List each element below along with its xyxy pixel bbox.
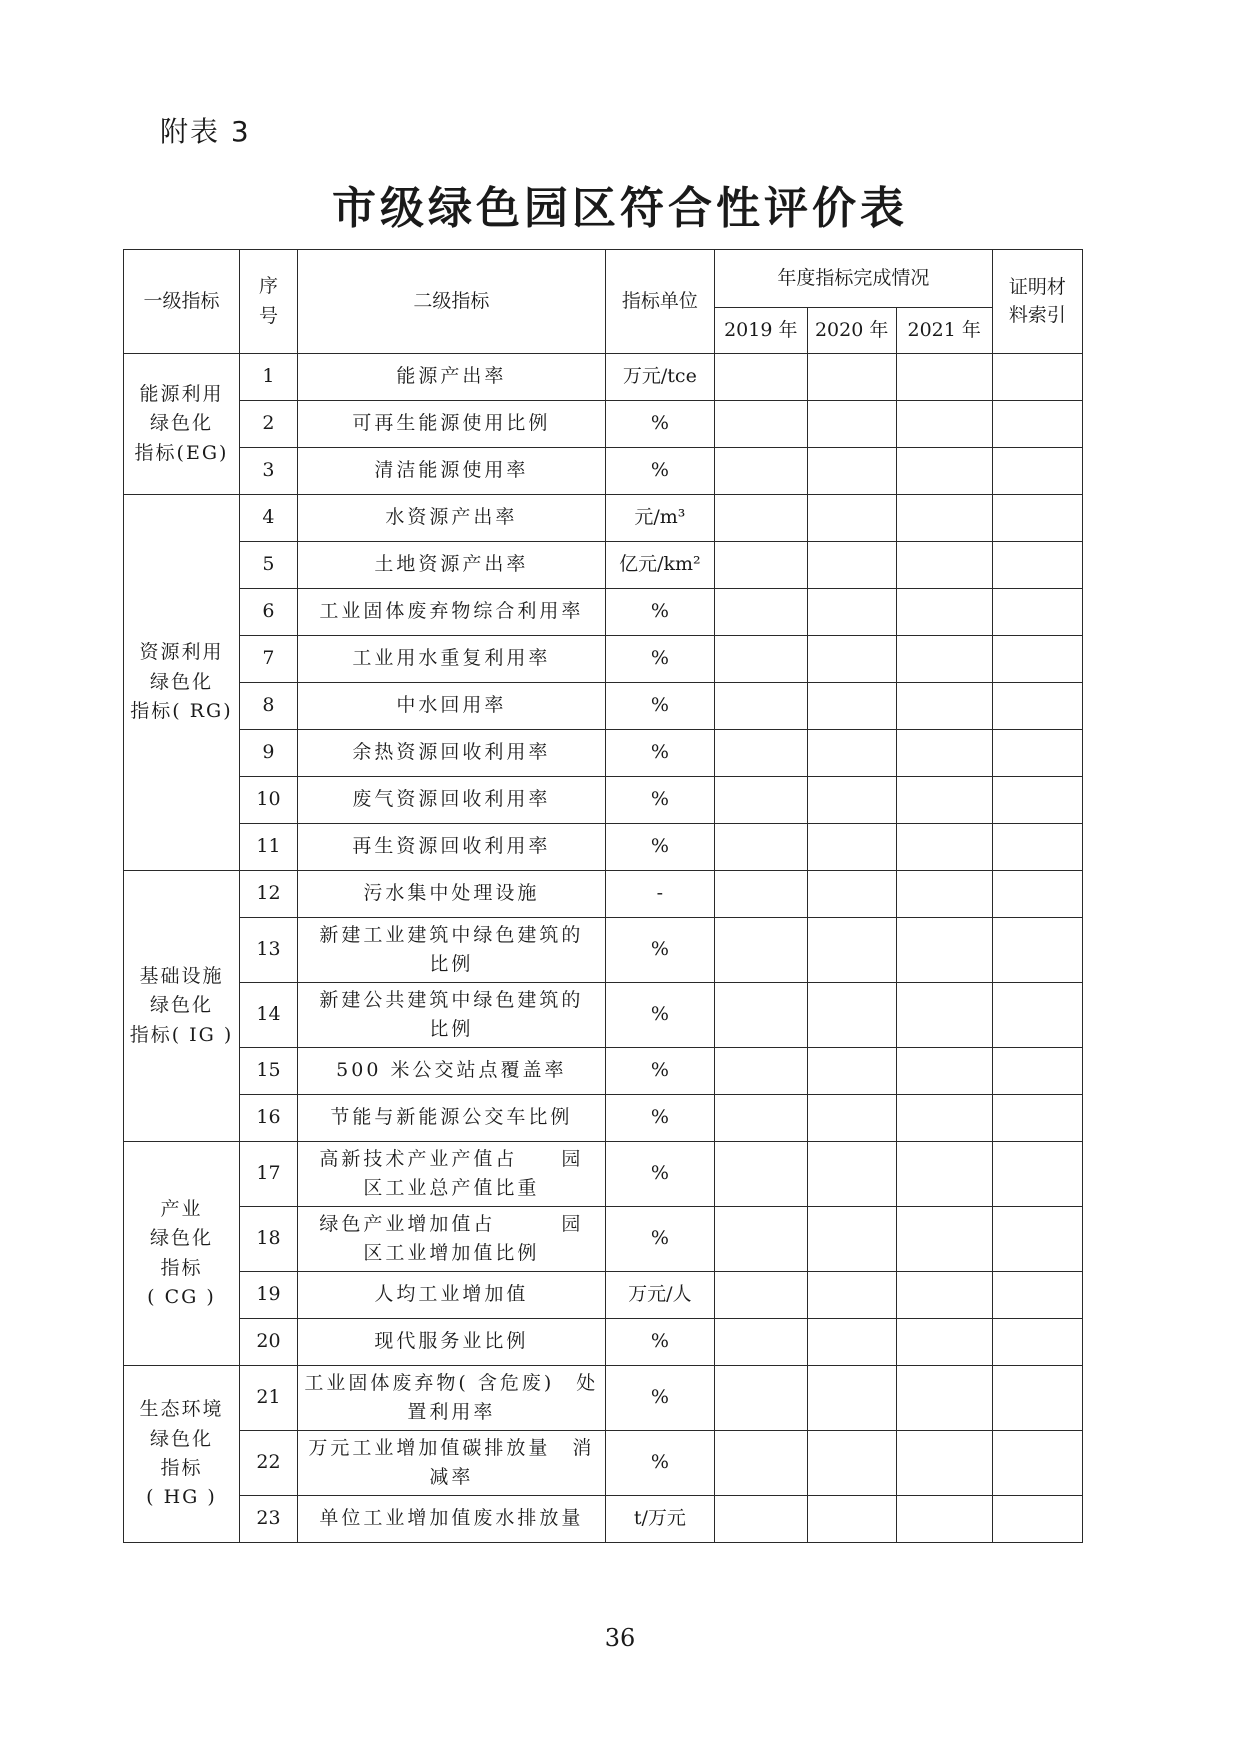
unit-cell: % bbox=[605, 1095, 714, 1142]
seq-cell: 11 bbox=[239, 824, 297, 871]
header-year-2019: 2019 年 bbox=[715, 308, 808, 354]
evidence-cell bbox=[992, 495, 1082, 542]
seq-cell: 22 bbox=[239, 1431, 297, 1496]
year-2019-cell bbox=[715, 1366, 808, 1431]
year-2020-cell bbox=[807, 354, 896, 401]
table-row bbox=[124, 542, 1083, 589]
indicator-cell: 工业固体废弃物( 含危废) 处 置利用率 bbox=[297, 1366, 605, 1431]
year-2021-cell bbox=[896, 683, 992, 730]
unit-cell: 亿元/km² bbox=[605, 542, 714, 589]
unit-cell: % bbox=[605, 1142, 714, 1207]
year-2021-cell bbox=[896, 589, 992, 636]
evidence-cell bbox=[992, 824, 1082, 871]
year-2021-cell bbox=[896, 1207, 992, 1272]
year-2019-cell bbox=[715, 495, 808, 542]
year-2019-cell bbox=[715, 1431, 808, 1496]
seq-cell: 3 bbox=[239, 448, 297, 495]
table-row bbox=[124, 918, 1083, 983]
year-2019-cell bbox=[715, 636, 808, 683]
evidence-cell bbox=[992, 354, 1082, 401]
indicator-cell: 现代服务业比例 bbox=[297, 1319, 605, 1366]
unit-cell: % bbox=[605, 683, 714, 730]
year-2020-cell bbox=[807, 448, 896, 495]
indicator-cell: 余热资源回收利用率 bbox=[297, 730, 605, 777]
seq-cell: 7 bbox=[239, 636, 297, 683]
seq-cell: 9 bbox=[239, 730, 297, 777]
page-title: 市级绿色园区符合性评价表 bbox=[332, 183, 908, 234]
year-2020-cell bbox=[807, 1431, 896, 1496]
indicator-cell: 废气资源回收利用率 bbox=[297, 777, 605, 824]
page-number: 36 bbox=[604, 1624, 636, 1652]
year-2021-cell bbox=[896, 1142, 992, 1207]
year-2020-cell bbox=[807, 1272, 896, 1319]
seq-cell: 10 bbox=[239, 777, 297, 824]
seq-cell: 20 bbox=[239, 1319, 297, 1366]
year-2019-cell bbox=[715, 1142, 808, 1207]
year-2020-cell bbox=[807, 401, 896, 448]
indicator-cell: 工业用水重复利用率 bbox=[297, 636, 605, 683]
unit-cell: % bbox=[605, 1207, 714, 1272]
unit-cell: % bbox=[605, 918, 714, 983]
year-2021-cell bbox=[896, 824, 992, 871]
seq-cell: 8 bbox=[239, 683, 297, 730]
year-2019-cell bbox=[715, 824, 808, 871]
evidence-cell bbox=[992, 448, 1082, 495]
year-2021-cell bbox=[896, 1431, 992, 1496]
year-2021-cell bbox=[896, 983, 992, 1048]
indicator-cell: 再生资源回收利用率 bbox=[297, 824, 605, 871]
year-2020-cell bbox=[807, 777, 896, 824]
indicator-cell: 工业固体废弃物综合利用率 bbox=[297, 589, 605, 636]
evidence-cell bbox=[992, 683, 1082, 730]
table-row bbox=[124, 401, 1083, 448]
table-row bbox=[124, 824, 1083, 871]
evidence-cell bbox=[992, 777, 1082, 824]
indicator-cell: 水资源产出率 bbox=[297, 495, 605, 542]
year-2021-cell bbox=[896, 354, 992, 401]
seq-cell: 23 bbox=[239, 1496, 297, 1543]
table-row bbox=[124, 730, 1083, 777]
year-2019-cell bbox=[715, 448, 808, 495]
seq-cell: 4 bbox=[239, 495, 297, 542]
table-row bbox=[124, 683, 1083, 730]
table-row bbox=[124, 1319, 1083, 1366]
category-cell: 基础设施 绿色化 指标( IG ) bbox=[124, 871, 240, 1142]
table-body bbox=[124, 354, 1083, 1543]
seq-cell: 19 bbox=[239, 1272, 297, 1319]
seq-cell: 13 bbox=[239, 918, 297, 983]
year-2020-cell bbox=[807, 1496, 896, 1543]
table-row bbox=[124, 1048, 1083, 1095]
unit-cell: % bbox=[605, 777, 714, 824]
header-year-2020: 2020 年 bbox=[807, 308, 896, 354]
year-2019-cell bbox=[715, 683, 808, 730]
year-2020-cell bbox=[807, 1207, 896, 1272]
year-2020-cell bbox=[807, 1319, 896, 1366]
year-2021-cell bbox=[896, 1095, 992, 1142]
evidence-cell bbox=[992, 918, 1082, 983]
unit-cell: 万元/人 bbox=[605, 1272, 714, 1319]
unit-cell: % bbox=[605, 401, 714, 448]
year-2019-cell bbox=[715, 1272, 808, 1319]
year-2019-cell bbox=[715, 1095, 808, 1142]
table-row bbox=[124, 1207, 1083, 1272]
category-cell: 产业 绿色化 指标 ( CG ) bbox=[124, 1142, 240, 1366]
unit-cell: % bbox=[605, 824, 714, 871]
evidence-cell bbox=[992, 730, 1082, 777]
seq-cell: 5 bbox=[239, 542, 297, 589]
year-2019-cell bbox=[715, 1048, 808, 1095]
header-annual: 年度指标完成情况 bbox=[715, 250, 993, 308]
category-cell: 能源利用 绿色化 指标(EG) bbox=[124, 354, 240, 495]
year-2019-cell bbox=[715, 983, 808, 1048]
indicator-cell: 500 米公交站点覆盖率 bbox=[297, 1048, 605, 1095]
category-cell: 生态环境 绿色化 指标 ( HG ) bbox=[124, 1366, 240, 1543]
table-row bbox=[124, 1142, 1083, 1207]
header-level1: 一级指标 bbox=[124, 250, 240, 354]
seq-cell: 1 bbox=[239, 354, 297, 401]
evidence-cell bbox=[992, 1496, 1082, 1543]
unit-cell: % bbox=[605, 636, 714, 683]
year-2020-cell bbox=[807, 542, 896, 589]
header-seq bbox=[239, 250, 297, 354]
indicator-cell: 可再生能源使用比例 bbox=[297, 401, 605, 448]
seq-cell: 2 bbox=[239, 401, 297, 448]
indicator-cell: 节能与新能源公交车比例 bbox=[297, 1095, 605, 1142]
year-2019-cell bbox=[715, 354, 808, 401]
table-row bbox=[124, 777, 1083, 824]
table-row bbox=[124, 636, 1083, 683]
annex-label: 附表 3 bbox=[160, 115, 251, 148]
year-2021-cell bbox=[896, 1048, 992, 1095]
year-2020-cell bbox=[807, 1048, 896, 1095]
indicator-cell: 清洁能源使用率 bbox=[297, 448, 605, 495]
indicator-cell: 土地资源产出率 bbox=[297, 542, 605, 589]
table-row bbox=[124, 448, 1083, 495]
year-2020-cell bbox=[807, 589, 896, 636]
year-2019-cell bbox=[715, 1319, 808, 1366]
seq-cell: 16 bbox=[239, 1095, 297, 1142]
header-level2: 二级指标 bbox=[297, 250, 605, 354]
indicator-cell: 绿色产业增加值占 园 区工业增加值比例 bbox=[297, 1207, 605, 1272]
unit-cell: 万元/tce bbox=[605, 354, 714, 401]
year-2020-cell bbox=[807, 636, 896, 683]
seq-cell: 21 bbox=[239, 1366, 297, 1431]
table-row bbox=[124, 354, 1083, 401]
year-2019-cell bbox=[715, 542, 808, 589]
evidence-cell bbox=[992, 1272, 1082, 1319]
indicator-cell: 单位工业增加值废水排放量 bbox=[297, 1496, 605, 1543]
unit-cell: % bbox=[605, 1366, 714, 1431]
indicator-cell: 高新技术产业产值占 园 区工业总产值比重 bbox=[297, 1142, 605, 1207]
year-2021-cell bbox=[896, 542, 992, 589]
header-year-2021: 2021 年 bbox=[896, 308, 992, 354]
year-2020-cell bbox=[807, 1142, 896, 1207]
evidence-cell bbox=[992, 636, 1082, 683]
unit-cell: % bbox=[605, 1319, 714, 1366]
year-2020-cell bbox=[807, 730, 896, 777]
unit-cell: % bbox=[605, 983, 714, 1048]
table-row bbox=[124, 1095, 1083, 1142]
year-2020-cell bbox=[807, 871, 896, 918]
year-2021-cell bbox=[896, 777, 992, 824]
year-2020-cell bbox=[807, 918, 896, 983]
indicator-cell: 中水回用率 bbox=[297, 683, 605, 730]
unit-cell: 元/m³ bbox=[605, 495, 714, 542]
unit-cell: t/万元 bbox=[605, 1496, 714, 1543]
table-row bbox=[124, 589, 1083, 636]
evaluation-table bbox=[123, 249, 1083, 1543]
seq-cell: 17 bbox=[239, 1142, 297, 1207]
unit-cell: % bbox=[605, 448, 714, 495]
unit-cell: % bbox=[605, 1431, 714, 1496]
evidence-cell bbox=[992, 1319, 1082, 1366]
year-2020-cell bbox=[807, 683, 896, 730]
year-2021-cell bbox=[896, 401, 992, 448]
table-row bbox=[124, 983, 1083, 1048]
seq-cell: 15 bbox=[239, 1048, 297, 1095]
year-2021-cell bbox=[896, 636, 992, 683]
table-row bbox=[124, 495, 1083, 542]
indicator-cell: 能源产出率 bbox=[297, 354, 605, 401]
evidence-cell bbox=[992, 871, 1082, 918]
year-2021-cell bbox=[896, 1319, 992, 1366]
year-2021-cell bbox=[896, 918, 992, 983]
year-2021-cell bbox=[896, 448, 992, 495]
unit-cell: % bbox=[605, 1048, 714, 1095]
evidence-cell bbox=[992, 1048, 1082, 1095]
evidence-cell bbox=[992, 1095, 1082, 1142]
evidence-cell bbox=[992, 1142, 1082, 1207]
unit-cell: % bbox=[605, 589, 714, 636]
indicator-cell: 人均工业增加值 bbox=[297, 1272, 605, 1319]
header-unit: 指标单位 bbox=[605, 250, 714, 354]
table-row bbox=[124, 1366, 1083, 1431]
year-2019-cell bbox=[715, 1496, 808, 1543]
unit-cell: % bbox=[605, 730, 714, 777]
year-2020-cell bbox=[807, 495, 896, 542]
seq-cell: 14 bbox=[239, 983, 297, 1048]
table-row bbox=[124, 1272, 1083, 1319]
year-2021-cell bbox=[896, 1272, 992, 1319]
year-2020-cell bbox=[807, 1366, 896, 1431]
year-2020-cell bbox=[807, 983, 896, 1048]
table-row bbox=[124, 1431, 1083, 1496]
year-2019-cell bbox=[715, 777, 808, 824]
year-2021-cell bbox=[896, 1366, 992, 1431]
seq-cell: 12 bbox=[239, 871, 297, 918]
indicator-cell: 污水集中处理设施 bbox=[297, 871, 605, 918]
evidence-cell bbox=[992, 1207, 1082, 1272]
year-2021-cell bbox=[896, 730, 992, 777]
seq-cell: 6 bbox=[239, 589, 297, 636]
header-evidence bbox=[992, 250, 1082, 354]
year-2019-cell bbox=[715, 1207, 808, 1272]
table-row bbox=[124, 871, 1083, 918]
evidence-cell bbox=[992, 401, 1082, 448]
unit-cell: - bbox=[605, 871, 714, 918]
evidence-cell bbox=[992, 983, 1082, 1048]
year-2019-cell bbox=[715, 401, 808, 448]
year-2020-cell bbox=[807, 1095, 896, 1142]
table-row bbox=[124, 1496, 1083, 1543]
indicator-cell: 万元工业增加值碳排放量 消 减率 bbox=[297, 1431, 605, 1496]
evidence-cell bbox=[992, 1431, 1082, 1496]
year-2021-cell bbox=[896, 871, 992, 918]
evidence-cell bbox=[992, 589, 1082, 636]
indicator-cell: 新建工业建筑中绿色建筑的 比例 bbox=[297, 918, 605, 983]
indicator-cell: 新建公共建筑中绿色建筑的 比例 bbox=[297, 983, 605, 1048]
year-2021-cell bbox=[896, 495, 992, 542]
category-cell: 资源利用 绿色化 指标( RG) bbox=[124, 495, 240, 871]
year-2019-cell bbox=[715, 589, 808, 636]
year-2019-cell bbox=[715, 918, 808, 983]
header-seq-text: 序号 bbox=[258, 275, 278, 328]
year-2019-cell bbox=[715, 730, 808, 777]
year-2019-cell bbox=[715, 871, 808, 918]
header-evidence-text: 证明材料索引 bbox=[1008, 275, 1066, 327]
evidence-cell bbox=[992, 542, 1082, 589]
year-2021-cell bbox=[896, 1496, 992, 1543]
year-2020-cell bbox=[807, 824, 896, 871]
seq-cell: 18 bbox=[239, 1207, 297, 1272]
evidence-cell bbox=[992, 1366, 1082, 1431]
